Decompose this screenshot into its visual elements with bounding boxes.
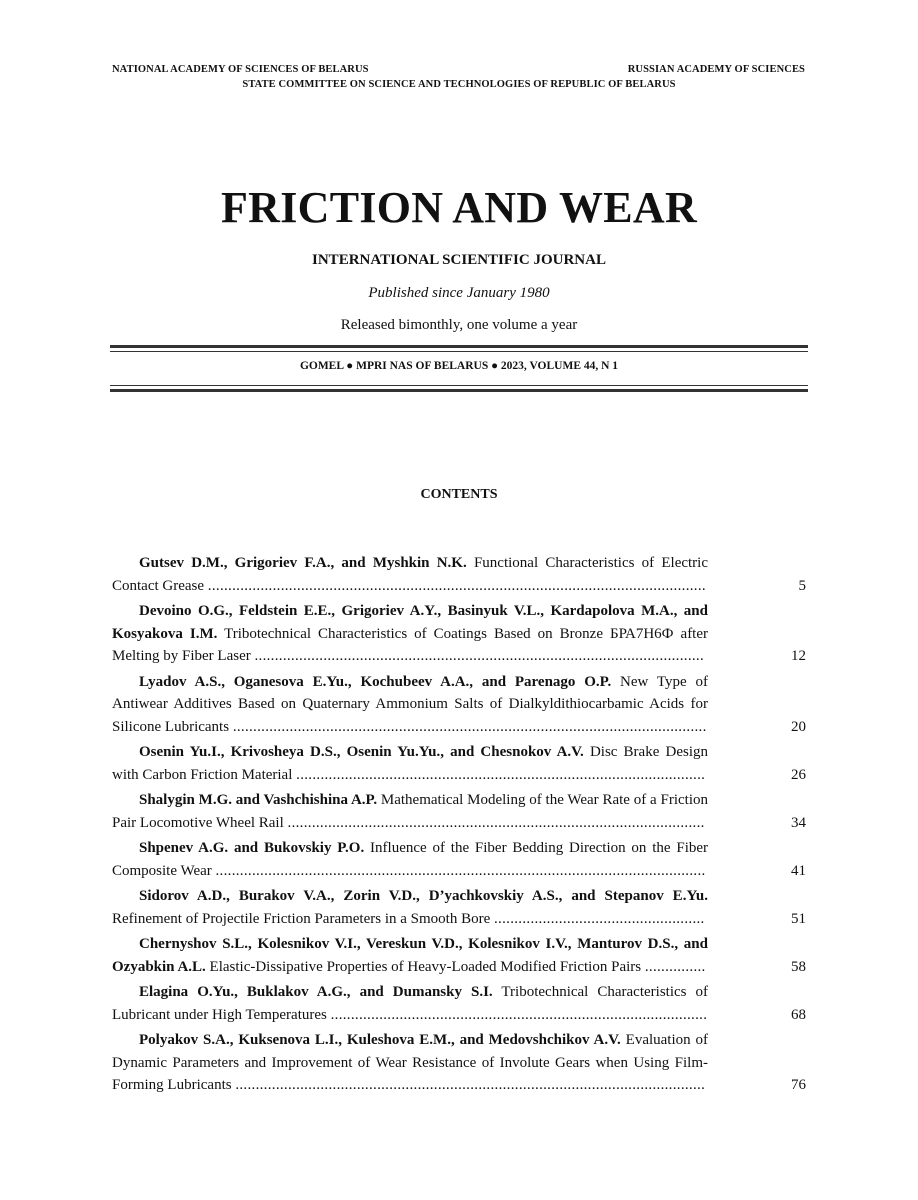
toc-article-title: Mathematical Modeling of the Wear Rate of a Friction Pair Locomotive Wheel Rail bbox=[112, 792, 708, 831]
toc-article-title: Elastic-Dissipative Properties of Heavy-Loaded Modified Friction Pairs bbox=[209, 958, 642, 975]
toc-entry-text bbox=[112, 741, 708, 786]
publisher-center: STATE COMMITTEE ON SCIENCE AND TECHNOLOGIES OF REPUBLIC OF BELARUS bbox=[242, 79, 676, 90]
toc-leader-dots: ....................................................................................................... bbox=[287, 814, 705, 831]
toc-page-number: 26 bbox=[791, 766, 806, 783]
toc-authors: Elagina O.Yu., Buklakov A.G., and Dumansky S.I. bbox=[139, 984, 493, 1000]
toc-article-title: Influence of the Fiber Bedding Direction on the Fiber Composite Wear bbox=[112, 840, 709, 879]
toc-entry-text bbox=[112, 671, 708, 739]
toc-leader-dots: ..................................................................................................... bbox=[296, 766, 706, 783]
toc-entry[interactable] bbox=[112, 552, 806, 597]
toc-entry-text bbox=[112, 837, 708, 882]
toc-page-number: 34 bbox=[791, 814, 806, 831]
toc-page-number: 68 bbox=[791, 1006, 806, 1023]
toc-authors: Polyakov S.A., Kuksenova L.I., Kuleshova E.M., and Medovshchikov A.V. bbox=[139, 1032, 621, 1048]
toc-article-title: New Type of Antiwear Additives Based on Quaternary Ammonium Salts of Dialkyldithiocarbamic Acids for Silicone Lubricants bbox=[112, 673, 708, 735]
toc-entry-text bbox=[112, 933, 708, 978]
toc-entry-text bbox=[112, 552, 708, 597]
toc-entry[interactable] bbox=[112, 885, 806, 930]
toc-page-number: 41 bbox=[791, 862, 806, 879]
toc-entry-text bbox=[112, 1029, 708, 1097]
toc-leader-dots: ............... bbox=[644, 958, 706, 975]
contents-heading: CONTENTS bbox=[420, 487, 498, 502]
toc-leader-dots: ........................................................................................................................... bbox=[207, 577, 706, 594]
toc-entry[interactable] bbox=[112, 933, 806, 978]
toc-article-title: Tribotechnical Characteristics of Lubricant under High Temperatures bbox=[112, 984, 709, 1023]
toc-entry[interactable] bbox=[112, 981, 806, 1026]
toc-leader-dots: ............................................................................................. bbox=[330, 1006, 708, 1023]
publisher-right: RUSSIAN ACADEMY OF SCIENCES bbox=[627, 64, 805, 75]
toc-article-title: Disc Brake Design with Carbon Friction Material bbox=[112, 744, 708, 783]
toc-entry-text bbox=[112, 600, 708, 668]
toc-authors: Shpenev A.G. and Bukovskiy P.O. bbox=[139, 840, 365, 856]
toc-entry[interactable] bbox=[112, 1029, 806, 1097]
toc-page-number: 51 bbox=[791, 910, 806, 927]
toc-authors: Devoino O.G., Feldstein E.E., Grigoriev A.Y., Basinyuk V.L., Kardapolova M.A., and Kosyakova I.M. bbox=[112, 603, 708, 642]
toc-entry[interactable] bbox=[112, 741, 806, 786]
toc-entry[interactable] bbox=[112, 671, 806, 739]
toc-entry-text bbox=[112, 981, 708, 1026]
toc-entry[interactable] bbox=[112, 789, 806, 834]
published-since: Published since January 1980 bbox=[368, 285, 550, 301]
journal-subtitle: INTERNATIONAL SCIENTIFIC JOURNAL bbox=[312, 252, 606, 268]
toc-leader-dots: .................................................... bbox=[494, 910, 705, 927]
toc-leader-dots: ......................................................................................................................... bbox=[215, 862, 706, 879]
double-rule-top bbox=[110, 345, 808, 352]
toc-authors: Shalygin M.G. and Vashchishina A.P. bbox=[139, 792, 378, 808]
toc-page-number: 5 bbox=[798, 577, 806, 594]
toc-page-number: 58 bbox=[791, 958, 806, 975]
toc-entry-text bbox=[112, 789, 708, 834]
release-frequency: Released bimonthly, one volume a year bbox=[340, 317, 578, 333]
toc-article-title: Evaluation of Dynamic Parameters and Improvement of Wear Resistance of Involute Gears when Using Film-Forming Lubricants bbox=[112, 1032, 709, 1093]
toc-page-number: 20 bbox=[791, 718, 806, 735]
toc-entry[interactable] bbox=[112, 600, 806, 668]
toc-leader-dots: .................................................................................................................... bbox=[235, 1077, 706, 1093]
toc-authors: Osenin Yu.I., Krivosheya D.S., Osenin Yu.Yu., and Chesnokov A.V. bbox=[139, 744, 584, 760]
toc-page-number: 12 bbox=[791, 648, 806, 664]
toc-authors: Chernyshov S.L., Kolesnikov V.I., Vereskun V.D., Kolesnikov I.V., Manturov D.S., and Ozyabkin A.L. bbox=[112, 936, 708, 975]
issue-info: GOMEL ● MPRI NAS OF BELARUS ● 2023, VOLUME 44, N 1 bbox=[299, 360, 619, 372]
toc-authors: Lyadov A.S., Oganesova E.Yu., Kochubeev A.A., and Parenago O.P. bbox=[139, 673, 612, 690]
toc-article-title: Refinement of Projectile Friction Parameters in a Smooth Bore bbox=[112, 910, 491, 927]
table-of-contents bbox=[112, 552, 806, 1100]
toc-leader-dots: ............................................................................................................... bbox=[254, 648, 705, 664]
toc-authors: Gutsev D.M., Grigoriev F.A., and Myshkin N.K. bbox=[139, 555, 467, 571]
publisher-left: NATIONAL ACADEMY OF SCIENCES OF BELARUS bbox=[112, 64, 369, 75]
toc-entry[interactable] bbox=[112, 837, 806, 882]
double-rule-bottom bbox=[110, 385, 808, 392]
toc-article-title: Functional Characteristics of Electric Contact Grease bbox=[112, 555, 709, 594]
toc-page-number: 76 bbox=[791, 1077, 806, 1093]
journal-title: FRICTION AND WEAR bbox=[220, 183, 698, 232]
toc-entry-text bbox=[112, 885, 708, 930]
toc-article-title: Tribotechnical Characteristics of Coatings Based on Bronze БРА7Н6Ф after Melting by Fiber Laser bbox=[112, 625, 709, 664]
toc-authors: Sidorov A.D., Burakov V.A., Zorin V.D., D’yachkovskiy A.S., and Stepanov E.Yu. bbox=[139, 888, 708, 904]
toc-leader-dots: ..................................................................................................................... bbox=[232, 718, 707, 735]
